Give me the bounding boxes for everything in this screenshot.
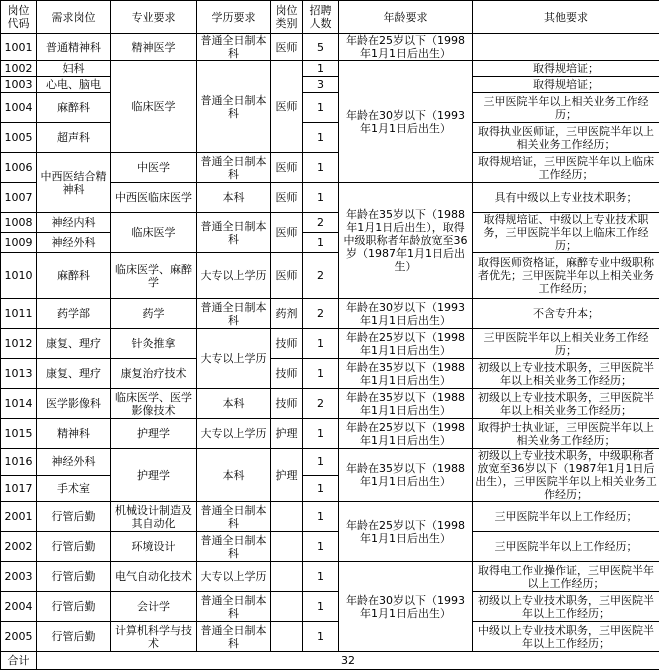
cell-education: 普通全日制本科	[197, 299, 271, 329]
header-count: 招聘人数	[303, 1, 339, 34]
cell-education: 大专以上学历	[197, 562, 271, 592]
cell-age: 年龄在35岁以下（1988年1月1日后出生）	[339, 389, 473, 419]
cell-age: 年龄在25岁以下（1998年1月1日后出生）	[339, 34, 473, 61]
cell-major: 机械设计制造及其自动化	[111, 502, 197, 532]
cell-position: 超声科	[37, 123, 111, 153]
cell-category	[271, 532, 303, 562]
cell-code: 1011	[1, 299, 37, 329]
cell-position: 行管后勤	[37, 532, 111, 562]
cell-category	[271, 592, 303, 622]
cell-category: 医师	[271, 34, 303, 61]
cell-age: 年龄在35岁以下（1988年1月1日后出生）	[339, 449, 473, 502]
header-position: 需求岗位	[37, 1, 111, 34]
cell-count: 1	[303, 449, 339, 476]
cell-other: 三甲医院半年以上相关业务工作经历；	[473, 329, 659, 359]
cell-position: 行管后勤	[37, 502, 111, 532]
cell-code: 1005	[1, 123, 37, 153]
cell-count: 2	[303, 389, 339, 419]
cell-age: 年龄在35岁以下（1988年1月1日后出生），取得中级职称者年龄放宽至36岁（1987年1月1日后出生）	[339, 183, 473, 299]
cell-position: 神经内科	[37, 213, 111, 233]
table-row	[1, 299, 659, 329]
cell-code: 2004	[1, 592, 37, 622]
cell-major: 护理学	[111, 419, 197, 449]
cell-code: 1017	[1, 475, 37, 502]
cell-position: 心电、脑电	[37, 77, 111, 93]
cell-other: 取得规培证，三甲医院半年以上临床工作经历；	[473, 153, 659, 183]
cell-code: 1010	[1, 253, 37, 299]
cell-other: 初级以上专业技术职务，三甲医院半年以上相关业务工作经历；	[473, 389, 659, 419]
cell-position: 医学影像科	[37, 389, 111, 419]
cell-other: 三甲医院半年以上工作经历；	[473, 502, 659, 532]
cell-code: 1008	[1, 213, 37, 233]
cell-position: 行管后勤	[37, 592, 111, 622]
table-row	[1, 93, 659, 123]
table-row	[1, 562, 659, 592]
cell-other: 初级以上专业技术职务，三甲医院半年以上相关业务工作经历；	[473, 359, 659, 389]
table-row	[1, 622, 659, 652]
cell-category	[271, 622, 303, 652]
cell-count: 1	[303, 475, 339, 502]
cell-major: 精神医学	[111, 34, 197, 61]
cell-education: 本科	[197, 449, 271, 502]
cell-education: 普通全日制本科	[197, 532, 271, 562]
cell-category: 医师	[271, 61, 303, 153]
table-row	[1, 253, 659, 299]
cell-code: 1006	[1, 153, 37, 183]
cell-code: 2001	[1, 502, 37, 532]
table-row	[1, 502, 659, 532]
cell-age: 年龄在30岁以下（1993年1月1日后出生）	[339, 61, 473, 183]
table-row	[1, 419, 659, 449]
cell-count: 1	[303, 532, 339, 562]
cell-category: 医师	[271, 253, 303, 299]
cell-count: 1	[303, 502, 339, 532]
header-code: 岗位代码	[1, 1, 37, 34]
cell-education: 普通全日制本科	[197, 502, 271, 532]
cell-position: 妇科	[37, 61, 111, 77]
cell-education: 普通全日制本科	[197, 622, 271, 652]
cell-education: 本科	[197, 389, 271, 419]
cell-code: 1007	[1, 183, 37, 213]
table-row	[1, 329, 659, 359]
cell-position: 精神科	[37, 419, 111, 449]
cell-count: 1	[303, 233, 339, 253]
header-other: 其他要求	[473, 1, 659, 34]
cell-other: 取得规培证；	[473, 77, 659, 93]
cell-code: 1012	[1, 329, 37, 359]
cell-education: 本科	[197, 183, 271, 213]
cell-position: 普通精神科	[37, 34, 111, 61]
table-row	[1, 61, 659, 77]
cell-other	[473, 34, 659, 61]
cell-other: 取得规培证；	[473, 61, 659, 77]
cell-category: 技师	[271, 359, 303, 389]
cell-count: 1	[303, 61, 339, 77]
cell-other: 中级以上专业技术职务，三甲医院半年以上工作经历；	[473, 622, 659, 652]
header-major: 专业要求	[111, 1, 197, 34]
cell-count: 1	[303, 329, 339, 359]
cell-major: 环境设计	[111, 532, 197, 562]
cell-age: 年龄在25岁以下（1998年1月1日后出生）	[339, 502, 473, 562]
cell-major: 中西医临床医学	[111, 183, 197, 213]
cell-other: 取得规培证、中级以上专业技术职务，三甲医院半年以上临床工作经历；	[473, 213, 659, 253]
cell-category: 医师	[271, 213, 303, 253]
cell-count: 2	[303, 213, 339, 233]
cell-category	[271, 502, 303, 532]
cell-age: 年龄在25岁以下（1998年1月1日后出生）	[339, 329, 473, 359]
cell-count: 1	[303, 592, 339, 622]
cell-category: 技师	[271, 329, 303, 359]
cell-count: 5	[303, 34, 339, 61]
cell-major: 护理学	[111, 449, 197, 502]
cell-code: 1013	[1, 359, 37, 389]
cell-count: 2	[303, 253, 339, 299]
table-row	[1, 449, 659, 476]
cell-category: 医师	[271, 153, 303, 183]
cell-major: 临床医学、医学影像技术	[111, 389, 197, 419]
cell-other: 取得医师资格证，麻醉专业中级职称者优先；三甲医院半年以上相关业务工作经历；	[473, 253, 659, 299]
cell-category	[271, 562, 303, 592]
header-education: 学历要求	[197, 1, 271, 34]
cell-position: 药学部	[37, 299, 111, 329]
cell-category: 技师	[271, 389, 303, 419]
cell-position: 康复、理疗	[37, 359, 111, 389]
cell-position: 行管后勤	[37, 622, 111, 652]
cell-count: 2	[303, 299, 339, 329]
table-row	[1, 34, 659, 61]
cell-code: 2005	[1, 622, 37, 652]
cell-major: 针灸推拿	[111, 329, 197, 359]
cell-education: 大专以上学历	[197, 419, 271, 449]
cell-count: 1	[303, 562, 339, 592]
table-row	[1, 77, 659, 93]
cell-major: 康复治疗技术	[111, 359, 197, 389]
cell-age: 年龄在25岁以下（1998年1月1日后出生）	[339, 419, 473, 449]
cell-education: 大专以上学历	[197, 329, 271, 389]
table-row	[1, 359, 659, 389]
cell-position: 康复、理疗	[37, 329, 111, 359]
cell-position: 神经外科	[37, 449, 111, 476]
cell-other: 三甲医院半年以上相关业务工作经历；	[473, 93, 659, 123]
cell-major: 计算机科学与技术	[111, 622, 197, 652]
cell-category: 护理	[271, 449, 303, 502]
cell-count: 1	[303, 419, 339, 449]
cell-age: 年龄在30岁以下（1993年1月1日后出生）	[339, 562, 473, 652]
cell-count: 1	[303, 183, 339, 213]
table-row	[1, 213, 659, 233]
cell-code: 2002	[1, 532, 37, 562]
cell-code: 1003	[1, 77, 37, 93]
header-row	[1, 1, 659, 34]
cell-age: 年龄在30岁以下（1993年1月1日后出生）	[339, 299, 473, 329]
table-row	[1, 592, 659, 622]
cell-code: 1002	[1, 61, 37, 77]
table-row	[1, 153, 659, 183]
total-label: 合计	[1, 652, 37, 670]
cell-other: 取得执业医师证，三甲医院半年以上相关业务工作经历；	[473, 123, 659, 153]
cell-other: 三甲医院半年以上工作经历；	[473, 532, 659, 562]
cell-position: 手术室	[37, 475, 111, 502]
cell-education: 普通全日制本科	[197, 153, 271, 183]
cell-count: 1	[303, 123, 339, 153]
cell-major: 电气自动化技术	[111, 562, 197, 592]
cell-category: 药剂	[271, 299, 303, 329]
cell-major: 临床医学	[111, 213, 197, 253]
header-age: 年龄要求	[339, 1, 473, 34]
cell-other: 初级以上专业技术职务，三甲医院半年以上工作经历；	[473, 592, 659, 622]
cell-other: 具有中级以上专业技术职务；	[473, 183, 659, 213]
cell-major: 中医学	[111, 153, 197, 183]
header-category: 岗位类别	[271, 1, 303, 34]
cell-major: 药学	[111, 299, 197, 329]
cell-code: 1016	[1, 449, 37, 476]
cell-position: 神经外科	[37, 233, 111, 253]
cell-major: 会计学	[111, 592, 197, 622]
cell-education: 普通全日制本科	[197, 34, 271, 61]
cell-count: 1	[303, 622, 339, 652]
cell-other: 取得电工作业操作证，三甲医院半年以上工作经历；	[473, 562, 659, 592]
cell-count: 1	[303, 93, 339, 123]
cell-count: 1	[303, 153, 339, 183]
cell-age: 年龄在35岁以下（1988年1月1日后出生）	[339, 359, 473, 389]
cell-count: 3	[303, 77, 339, 93]
cell-major: 临床医学	[111, 61, 197, 153]
cell-education: 普通全日制本科	[197, 592, 271, 622]
cell-position: 麻醉科	[37, 253, 111, 299]
total-row	[1, 652, 659, 670]
cell-other: 取得护士执业证，三甲医院半年以上相关业务工作经历；	[473, 419, 659, 449]
cell-position: 麻醉科	[37, 93, 111, 123]
cell-position: 中西医结合精神科	[37, 153, 111, 213]
cell-code: 1015	[1, 419, 37, 449]
cell-code: 1009	[1, 233, 37, 253]
cell-category: 护理	[271, 419, 303, 449]
cell-code: 2003	[1, 562, 37, 592]
cell-major: 临床医学、麻醉学	[111, 253, 197, 299]
table-row	[1, 123, 659, 153]
cell-code: 1001	[1, 34, 37, 61]
cell-education: 普通全日制本科	[197, 213, 271, 253]
cell-code: 1004	[1, 93, 37, 123]
cell-category: 医师	[271, 183, 303, 213]
cell-other: 不含专升本；	[473, 299, 659, 329]
cell-education: 大专以上学历	[197, 253, 271, 299]
total-value: 32	[37, 652, 659, 670]
cell-other: 初级以上专业技术职务，中级职称者放宽至36岁以下（1987年1月1日后出生），三甲医院半年以上相关业务工作经历；	[473, 449, 659, 502]
cell-count: 1	[303, 359, 339, 389]
cell-education: 普通全日制本科	[197, 61, 271, 153]
table-row	[1, 532, 659, 562]
cell-code: 1014	[1, 389, 37, 419]
cell-position: 行管后勤	[37, 562, 111, 592]
table-row	[1, 389, 659, 419]
